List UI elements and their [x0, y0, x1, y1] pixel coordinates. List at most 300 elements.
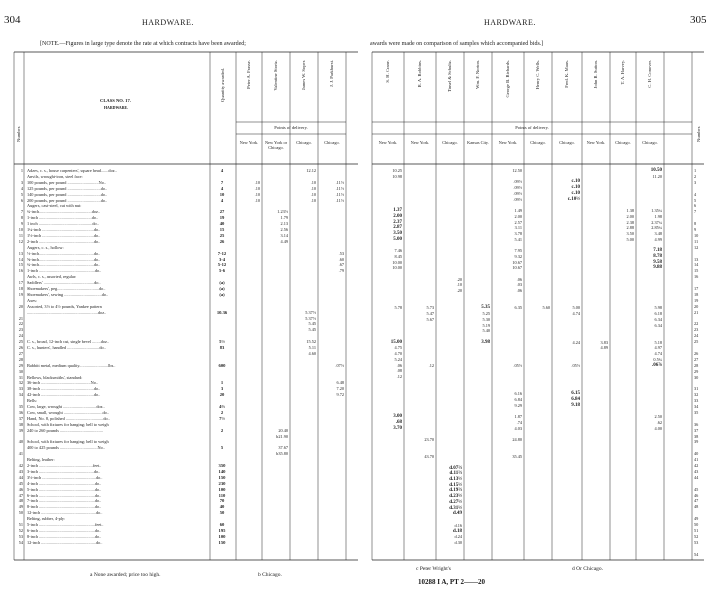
price-cell: 5.35: [481, 305, 490, 311]
row-number: 25: [694, 339, 699, 345]
delivery-point: Chicago.: [559, 140, 575, 145]
row-label: Axes:: [27, 297, 38, 303]
footnote-c: c Peter Wright's: [416, 566, 451, 572]
row-quantity: 3-4: [218, 256, 226, 262]
row-quantity: 3: [220, 386, 224, 392]
price-cell: 3.00: [393, 414, 402, 420]
row-quantity: (a): [219, 280, 225, 286]
price-cell: 5.18: [654, 339, 662, 345]
price-cell: 2.87: [393, 225, 402, 231]
row-number: 45: [18, 480, 23, 486]
row-quantity: 60: [219, 522, 225, 527]
price-cell: 2.13: [280, 221, 288, 227]
price-cell: 5.24: [394, 356, 402, 362]
price-cell: .10: [254, 191, 260, 197]
row-label: Cow, small, wrought ....................................do..: [27, 409, 109, 415]
price-cell: 7.18: [653, 248, 662, 254]
row-quantity: 50: [219, 510, 225, 516]
delivery-point: New York or Chicago.: [264, 140, 288, 150]
right-table-rules: [360, 0, 717, 600]
row-label: C. s., broad, 12-inch cut, single bevel ........doz..: [27, 339, 110, 345]
number-column-header: Number.: [696, 126, 701, 142]
price-cell: .06: [516, 276, 522, 282]
price-cell: d.30: [454, 539, 462, 545]
bidder-name: Henry C. Wells.: [535, 60, 540, 90]
price-cell: 7.95: [514, 248, 522, 254]
price-cell: 10.67: [512, 259, 522, 265]
price-cell: 6.48: [336, 380, 344, 386]
row-number: 15: [18, 262, 23, 268]
price-cell: 1.37: [393, 208, 402, 214]
row-number: 17: [18, 280, 23, 286]
row-label: 1½-inch ................................................do..: [27, 232, 101, 238]
row-number: 32: [694, 392, 699, 398]
price-cell: .10: [310, 197, 316, 203]
row-number: 46: [18, 486, 23, 492]
bidder-name: George B. Richards.: [505, 60, 510, 98]
row-number: 26: [18, 345, 23, 350]
price-cell: 5.41: [514, 236, 522, 242]
price-cell: 5.00: [626, 236, 634, 242]
delivery-point: New York.: [498, 140, 518, 145]
row-label: School, with fixtures for hanging; bell to weigh: [27, 439, 109, 445]
row-label: Bells:: [27, 398, 38, 404]
price-cell: 3.50: [393, 230, 402, 236]
price-cell: 5.47: [426, 311, 434, 317]
row-number: 38: [694, 433, 699, 439]
row-label: 1-inch ....................................................do..: [27, 268, 102, 274]
row-label: 3-inch ...................................................do..: [27, 468, 101, 474]
price-cell: 9.58: [653, 259, 662, 265]
row-number: 49: [694, 516, 699, 522]
row-number: 15: [694, 268, 699, 274]
price-cell: 2.88: [626, 225, 634, 231]
row-label: 6-inch ....................................................do..: [27, 492, 102, 498]
row-number: 7: [20, 209, 23, 215]
header-note: awards were made on comparison of samples which accompanied bids.]: [370, 41, 544, 47]
price-cell: 8.45: [394, 253, 402, 259]
price-cell: c.10: [571, 179, 580, 185]
row-number: 22: [694, 321, 699, 327]
price-cell: 9.18: [571, 402, 580, 408]
price-cell: .12: [428, 362, 434, 368]
delivery-point: New York.: [586, 140, 606, 145]
price-cell: .74: [516, 419, 522, 425]
price-cell: 2.57: [514, 219, 522, 225]
price-cell: 5.67: [426, 316, 434, 322]
row-number: 28: [694, 362, 699, 368]
price-cell: .05½: [571, 362, 580, 368]
row-number: 29: [694, 368, 699, 374]
price-cell: 2.50: [654, 414, 662, 420]
price-cell: 3.14: [280, 232, 288, 238]
row-number: 9: [694, 227, 697, 232]
price-cell: 1.98: [654, 213, 662, 219]
delivery-point: New York.: [410, 140, 430, 145]
price-cell: 9.29: [514, 402, 522, 408]
row-label: Cow, large, wrought ...............................doz..: [27, 404, 105, 409]
row-number: 36: [694, 421, 699, 427]
right-page: [360, 0, 717, 600]
row-label: 3½-inch ..................................................do..: [27, 474, 103, 480]
row-label: Awls, c. s., assorted, regular:: [27, 274, 77, 280]
price-cell: 10.98: [392, 173, 402, 179]
row-number: 39: [694, 439, 699, 445]
price-cell: 6.84: [514, 396, 522, 402]
price-cell: .67: [338, 262, 344, 268]
row-number: 35: [694, 409, 699, 415]
price-cell: 9.72: [336, 392, 344, 398]
price-cell: .10: [310, 191, 316, 197]
delivery-point: Chicago.: [642, 140, 658, 145]
price-cell: .09½: [513, 179, 522, 185]
price-cell: 3.70: [393, 425, 402, 431]
row-label: Saddlers' ...............................................do..: [27, 280, 101, 286]
price-cell: 3.50: [626, 230, 634, 236]
row-number: 21: [694, 309, 699, 315]
price-cell: d.19⅔: [449, 488, 462, 494]
row-label: 6-inch ....................................................do..: [27, 527, 102, 533]
price-cell: 4.97: [654, 345, 662, 351]
price-cell: 10.67: [512, 265, 522, 271]
row-quantity: 1: [220, 380, 224, 386]
price-cell: .03: [516, 282, 522, 288]
price-cell: 6.34: [654, 322, 662, 328]
row-label: Hand, No. 8, polished ...................................do..: [27, 415, 110, 421]
row-label: Assorted, 3½ to 4½ pounds, Yankee pattern: [27, 303, 102, 309]
row-number: 46: [694, 492, 699, 498]
row-number: 36: [18, 409, 23, 415]
row-label: Adzes, c. s., house carpenters', square head.......doz..: [27, 168, 117, 173]
quantity-column-header: Quantity awarded.: [220, 68, 225, 102]
row-number: 3: [20, 179, 23, 185]
page-number: 304: [4, 14, 21, 26]
row-quantity: 4⅔: [219, 404, 225, 409]
header-note: [NOTE.—Figures in large type denote the rate at which contracts have been awarded;: [40, 41, 246, 47]
bidder-name: Wm. F. Norton.: [475, 60, 480, 89]
price-cell: c.10: [571, 185, 580, 191]
row-number: 14: [694, 262, 699, 268]
page-number: 305: [690, 14, 707, 26]
delivery-point: New York.: [378, 140, 398, 145]
row-number: 19: [18, 291, 23, 297]
row-quantity: 83: [219, 345, 225, 350]
price-cell: 3.48: [654, 230, 662, 236]
price-cell: 9.88: [653, 265, 662, 271]
row-quantity: 4: [220, 168, 224, 173]
delivery-point: Chicago.: [615, 140, 631, 145]
row-number: 6: [694, 203, 697, 209]
row-number: 8: [20, 215, 23, 221]
row-number: 40: [18, 439, 23, 445]
delivery-point: Chicago.: [442, 140, 458, 145]
price-cell: .12: [396, 374, 402, 380]
row-label: 12-inch ...................................................do..: [27, 539, 103, 545]
row-number: 34: [694, 404, 699, 409]
row-label: Belting, leather:: [27, 457, 55, 463]
price-cell: 5.78: [394, 305, 402, 311]
row-quantity: 5: [220, 445, 224, 451]
row-quantity: 7½: [219, 415, 225, 421]
row-number: 41: [694, 457, 699, 463]
price-cell: .10: [254, 185, 260, 191]
price-cell: 5.30: [482, 316, 490, 322]
row-label: ½-inch...................................................do..: [27, 250, 101, 256]
price-cell: 11.20: [652, 173, 662, 179]
row-number: 28: [18, 356, 23, 362]
bidder-name: Tinsel & Schultz.: [447, 60, 452, 93]
price-cell: 15.00: [390, 339, 402, 345]
row-quantity: 4: [220, 185, 224, 191]
bidder-name: R. A. Robbins.: [417, 60, 422, 88]
row-number: 34: [18, 392, 23, 398]
row-number: 51: [18, 522, 23, 527]
row-quantity: 350: [218, 463, 226, 468]
price-cell: 7.20: [336, 386, 344, 392]
row-label: 140 pounds, per pound ...............................do..: [27, 191, 108, 197]
price-cell: 4.99: [654, 236, 662, 242]
row-number: 50: [18, 510, 23, 516]
price-cell: d.11⅔: [449, 471, 462, 477]
row-label: 2-inch ..................................................feet..: [27, 463, 102, 468]
price-cell: 3.78: [514, 230, 522, 236]
row-number: 27: [694, 356, 699, 362]
row-number: 1: [20, 168, 23, 173]
price-cell: .11½: [335, 191, 344, 197]
price-cell: d.13½: [449, 477, 462, 483]
row-label: 36-inch ..............................................No..: [27, 380, 99, 386]
price-cell: .10: [310, 179, 316, 185]
row-number: 14: [18, 256, 23, 262]
price-cell: 6.15: [571, 391, 580, 397]
price-cell: 4.70: [394, 351, 402, 357]
row-label: Shoemakers', peg.......................................do..: [27, 286, 106, 291]
points-of-delivery: Points of delivery.: [515, 125, 549, 130]
delivery-point: New York.: [239, 140, 259, 145]
row-label: 42-inch .................................................do..: [27, 392, 101, 398]
row-quantity: 25: [219, 232, 225, 238]
row-number: 31: [18, 374, 23, 380]
row-quantity: 7-12: [217, 250, 227, 256]
row-number: 32: [18, 380, 23, 386]
price-cell: .06: [396, 362, 402, 368]
row-number: 40: [694, 451, 699, 457]
price-cell: 5.25: [482, 311, 490, 317]
price-cell: 2.38: [626, 219, 634, 225]
row-number: 24: [694, 333, 699, 339]
footnote-a: a None awarded; price too high.: [90, 572, 161, 578]
footnote-b: b Chicago.: [258, 572, 282, 578]
price-cell: 1.79: [280, 215, 288, 221]
price-cell: .06⅞: [652, 362, 662, 368]
row-number: 24: [18, 333, 23, 339]
row-number: 11: [18, 232, 23, 238]
row-number: 30: [18, 368, 23, 374]
price-cell: 2.56: [280, 227, 288, 232]
price-cell: 5.11: [308, 345, 316, 350]
price-cell: d.24: [454, 534, 462, 540]
row-number: 16: [18, 268, 23, 274]
price-cell: 43.70: [424, 454, 434, 460]
row-quantity: 15: [219, 227, 225, 232]
price-cell: 20.40: [278, 427, 288, 433]
price-cell: 4.75: [394, 345, 402, 351]
row-label: Shoemakers', sewing ...................................do..: [27, 291, 109, 297]
row-label: 7-inch ....................................................do..: [27, 498, 102, 504]
price-cell: 4.74: [654, 351, 662, 357]
price-cell: 5.19: [482, 322, 490, 328]
price-cell: 5.37½: [305, 309, 316, 315]
row-quantity: 2: [220, 427, 224, 433]
bidder-name: Peter A. Frasse.: [246, 60, 251, 89]
price-cell: 24.80: [512, 436, 522, 442]
row-number: 23: [694, 327, 699, 333]
price-cell: c.10½: [567, 196, 580, 202]
row-label: C. s., hunters', handled ..............................do..: [27, 345, 106, 350]
row-quantity: 70: [219, 498, 225, 504]
row-number: 41: [18, 451, 23, 457]
price-cell: 8.78: [653, 253, 662, 259]
bidder-name: C. H. Conover.: [647, 60, 652, 88]
price-cell: 1.38: [626, 208, 634, 214]
row-label: 8-inch ....................................................do..: [27, 504, 102, 510]
left-page: [0, 0, 358, 600]
print-code: 10288 I A, PT 2——20: [418, 578, 485, 586]
row-number: 3: [694, 179, 697, 185]
row-label: 1-inch .................................................do..: [27, 215, 99, 221]
row-quantity: (a): [219, 291, 225, 297]
row-number: 25: [18, 339, 23, 345]
row-number: 1: [694, 168, 697, 173]
row-number: 11: [694, 238, 699, 244]
row-label: ⅝-inch...................................................do..: [27, 256, 101, 262]
price-cell: 6.34: [654, 316, 662, 322]
row-quantity: 4: [220, 197, 224, 203]
row-number: 48: [18, 498, 23, 504]
price-cell: .07½: [335, 362, 344, 368]
delivery-point: Chicago.: [530, 140, 546, 145]
price-cell: 3.11: [514, 225, 522, 231]
row-quantity: 19: [219, 215, 225, 221]
price-cell: 35.45: [512, 454, 522, 460]
row-label: ¾-inch.................................................doz..: [27, 209, 101, 215]
number-column-header: Number.: [16, 126, 21, 142]
row-number: 4: [20, 185, 23, 191]
row-quantity: 140: [218, 468, 226, 474]
row-number: 26: [694, 350, 699, 356]
row-number: 51: [694, 527, 699, 533]
row-number: 19: [694, 297, 699, 303]
row-label: Babbitt metal, medium quality...........................lbs..: [27, 362, 116, 368]
row-label: School, with fixtures for hanging; bell to weigh: [27, 421, 109, 427]
price-cell: 5.45: [308, 321, 316, 327]
row-quantity: 150: [218, 539, 226, 545]
row-number: 54: [18, 539, 23, 545]
row-number: 48: [694, 504, 699, 510]
row-quantity: 100: [218, 533, 226, 539]
row-quantity: 5-6: [218, 268, 226, 274]
price-cell: 10.00: [392, 265, 402, 271]
price-cell: .20: [456, 276, 462, 282]
row-number: 20: [694, 303, 699, 309]
row-label: 38-inch .................................................do..: [27, 386, 101, 392]
row-number: 38: [18, 421, 23, 427]
price-cell: b21.90: [276, 433, 288, 439]
price-cell: 5.40: [482, 328, 490, 334]
delivery-point: Kansas City.: [467, 140, 489, 145]
row-number: 39: [18, 427, 23, 433]
row-label: 240 to 260 pounds ........................................: [27, 427, 103, 433]
price-cell: d.16: [454, 522, 462, 528]
bidder-name: James W. Soper.: [301, 60, 306, 91]
row-number: 43: [694, 468, 699, 474]
price-cell: 15.52: [306, 339, 316, 345]
price-cell: .68: [395, 419, 402, 425]
row-label: 1 inch ..................................................do..: [27, 221, 99, 227]
row-label: 4-inch ....................................................do..: [27, 480, 102, 486]
row-number: 5: [20, 191, 23, 197]
row-number: 27: [18, 350, 23, 356]
delivery-point: Chicago.: [296, 140, 312, 145]
row-label: Belting, rubber, 4-ply:: [27, 516, 66, 522]
row-number: 16: [694, 274, 699, 280]
price-cell: d.15½: [449, 482, 462, 488]
row-number: 47: [694, 498, 699, 504]
row-number: 23: [18, 327, 23, 333]
price-cell: c.10: [571, 190, 580, 196]
price-cell: 2.37¼: [651, 219, 662, 225]
row-number: 44: [694, 474, 699, 480]
price-cell: .11½: [335, 179, 344, 185]
row-number: 42: [18, 463, 23, 468]
row-quantity: 40: [219, 221, 225, 227]
bidder-name: J. J. Parkhurst.: [329, 60, 334, 87]
price-cell: d.23½: [449, 494, 462, 500]
row-number: 30: [694, 374, 699, 380]
price-cell: 23.70: [424, 436, 434, 442]
row-number: 10: [18, 227, 23, 232]
price-cell: 3.98: [481, 339, 490, 345]
price-cell: 2.00: [514, 213, 522, 219]
row-label: Augers, cast-steel, cut with nut:: [27, 203, 82, 209]
class-subtitle: HARDWARE.: [104, 106, 129, 110]
row-number: 31: [694, 386, 699, 392]
row-number: 4: [694, 191, 697, 197]
row-quantity: 10: [219, 191, 225, 197]
price-cell: .09½: [513, 196, 522, 202]
row-number: 53: [18, 533, 23, 539]
row-number: 52: [18, 527, 23, 533]
row-number: 2: [694, 173, 697, 179]
price-cell: d.49: [452, 511, 462, 517]
price-cell: 9.32: [514, 253, 522, 259]
bidder-name: T. A. Harvey.: [620, 60, 625, 85]
row-label: 2-inch ...................................................do..: [27, 238, 101, 244]
price-cell: 5.45: [308, 327, 316, 333]
price-cell: d.07⅔: [449, 465, 462, 471]
price-cell: 4.00: [654, 425, 662, 431]
row-label: ..................................................................doz..: [27, 309, 107, 315]
row-number: 37: [18, 415, 23, 421]
row-quantity: 26: [219, 238, 225, 244]
row-label: 200 pounds, per pound ...............................do..: [27, 197, 108, 203]
price-cell: .79: [338, 268, 344, 274]
row-quantity: 27: [219, 209, 225, 215]
bidder-name: S. H. Crane.: [385, 60, 390, 83]
row-number: 49: [18, 504, 23, 510]
price-cell: .11½: [335, 197, 344, 203]
row-quantity: 110: [218, 492, 226, 498]
